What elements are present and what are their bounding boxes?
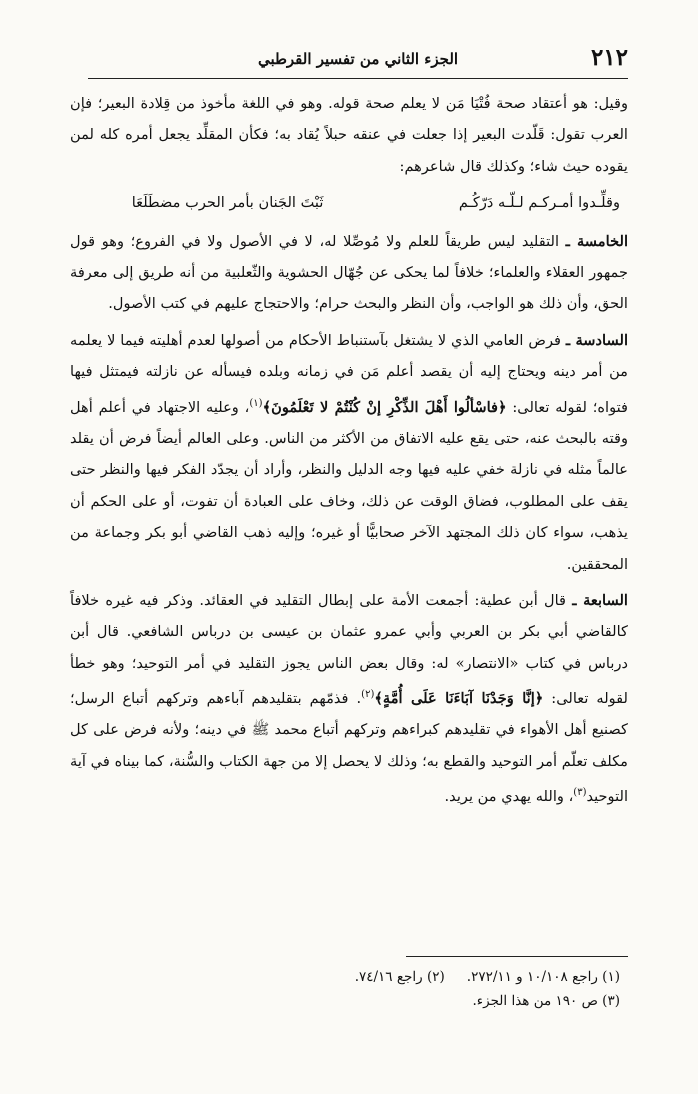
section-lead-sixth: السادسة ـ [565, 331, 628, 349]
footnote-1: (١) راجع ١٠/١٠٨ و ٢٧٢/١١. [466, 969, 620, 985]
footnote-line-2 [110, 989, 620, 1013]
footnote-ref-3[interactable]: (٣) [573, 787, 587, 799]
verse-second-hemistich: ثَبْتَ الجَنان بأمر الحرب مضطَلَعَا [131, 194, 324, 212]
footnote-line-1 [110, 965, 620, 989]
body-text [70, 88, 628, 818]
footnote-ref-1[interactable]: (١) [249, 397, 263, 409]
paragraph-seventh-text-a: قال أبن عطية: أجمعت الأمة على إبطال التقليد في العقائد. وذكر فيه غيره خلافاً كالقاضي أبي بكر بن العربي وأبي عمرو عثمان بن عيسى بن درباس الشافعي. قال أبن درباس في كتاب «الانتصار» له: وقال بعض الناس يجوز التقليد في أمر التوحيد؛ وهو خطأ لقوله تعالى: [70, 591, 629, 708]
section-lead-seventh: السابعة ـ [572, 591, 628, 609]
footnote-3: (٣) ص ١٩٠ من هذا الجزء. [472, 993, 620, 1009]
paragraph-sixth-text-a: فرض العامي الذي لا يشتغل بآستنباط الأحكام من أصولها لعدم أهليته فيما لا يعلمه من أمر دينه ويحتاج إليه أن يقصد أعلم مَن في زمانه وبلده فيسأله عن نازلته فيمتثل فيها فتواه؛ لقوله تعالى: [70, 331, 628, 416]
section-lead-fifth: الخامسة ـ [565, 232, 628, 250]
paragraph-seventh-text-b: . فذمّهم بتقليدهم آباءهم وتركهم أتباع الرسل؛ كصنيع أهل الأهواء في تقليدهم كبراءهم وتركهم أتباع محمد ﷺ في دينه؛ ولأنه فرض على كل مكلف تعلّم أمر التوحيد والقطع به؛ وذلك لا يحصل إلا من جهة الكتاب والسُّنة، كما بيناه في آية التوحيد [70, 690, 628, 806]
paragraph-definition: وقيل: هو أعتقاد صحة فُتْيَا مَن لا يعلم صحة قوله. وهو في اللغة مأخوذ من قِلادة البعير؛ فإن العرب تقول: قَلّدت البعير إذا جعلت في عنقه حبلاً يُقاد به؛ فكأن المقلِّد يجعل أمره كله لمن يقوده حيث شاء؛ وكذلك قال شاعرهم: [70, 95, 628, 175]
verse-first-hemistich: وقلِّـدوا أمـركـم لـلّـه دَرّكُـم [458, 194, 620, 212]
footnotes [110, 965, 620, 1013]
paragraph-seventh-text-c: ، والله يهدي من يريد. [444, 788, 574, 806]
footnote-2: (٢) راجع ٧٤/١٦. [354, 969, 445, 985]
footnote-divider [406, 956, 628, 957]
page-header [88, 44, 628, 79]
page-number: ٢١٢ [590, 44, 628, 71]
paragraph-sixth-text-b: ، وعليه الاجتهاد في أعلم أهل وقته بالبحث عنه، حتى يقع عليه الاتفاق من الأكثر من الناس. وعلى العالم أيضاً فرض أن يقلد عالماً مثله في نازلة خفي عليه فيها وجه الدليل والنظر، وأراد أن يجدّد الفكر فيها والنظر حتى يقف على المطلوب، فضاق الوقت عن ذلك، وخاف على العبادة أن تفوت، أو على الحكم أن يذهب، سواء كان ذلك المجتهد الآخر صحابيًّا أو غيره؛ وإليه ذهب القاضي أبو بكر وجماعة من المحققين. [70, 398, 628, 573]
quran-quote-sixth: ﴿فاسْألُوا أَهْلَ الذِّكْرِ إنْ كُنْتُمْ لا تَعْلَمُونَ﴾ [262, 398, 507, 416]
paragraph-fifth-text: التقليد ليس طريقاً للعلم ولا مُوصِّلا له، لا في الأصول ولا في الفروع؛ وهو قول جمهور العقلاء والعلماء؛ خلافاً لما يحكى عن جُهّال الحشوية والثّعلبية من أنه طريق إلى معرفة الحق، وأن ذلك هو الواجب، وأن النظر والبحث حرام؛ والاحتجاج عليهم في كتب الأصول. [70, 232, 628, 313]
paragraph-sixth [70, 325, 628, 580]
footnote-ref-2[interactable]: (٢) [361, 689, 375, 701]
running-title: الجزء الثاني من تفسير القرطبي [257, 50, 459, 68]
paragraph-fifth [70, 226, 628, 320]
poetry-verse [70, 187, 628, 218]
quran-quote-seventh: ﴿إنَّا وَجَدْنَا آبَاءَنَا عَلَى أُمَّةٍ﴾ [374, 690, 544, 708]
paragraph-seventh [70, 585, 628, 813]
